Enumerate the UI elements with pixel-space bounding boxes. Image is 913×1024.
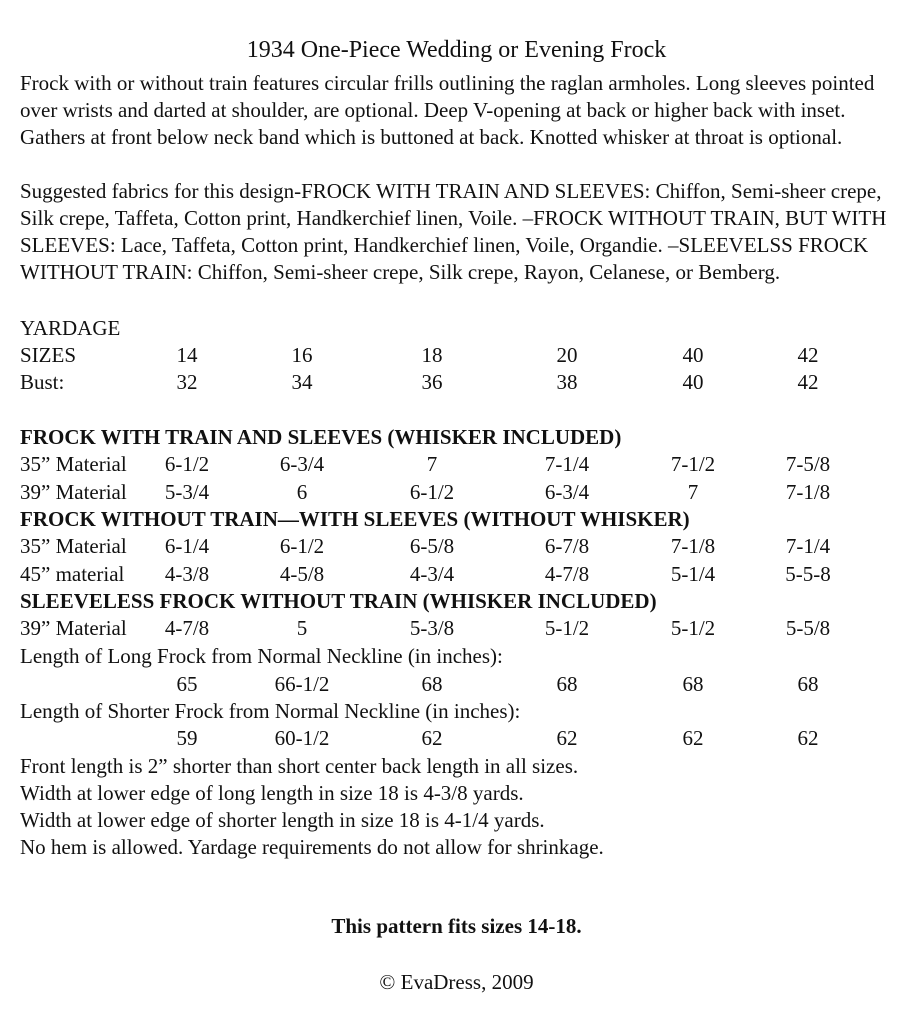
yardage-value: 7-1/2 [670,452,716,476]
page-title: 1934 One-Piece Wedding or Evening Frock [246,37,667,63]
yardage-value: 6-1/2 [409,480,455,504]
yardage-value: 6-1/2 [164,452,210,476]
material-label: 35” Material [20,534,127,558]
material-row [0,479,913,505]
long-length-label: Length of Long Frock from Normal Neckline (in inches): [20,644,503,668]
section-heading-sleeveless: SLEEVELESS FROCK WITHOUT TRAIN (WHISKER INCLUDED) [20,589,657,613]
sizes-label: SIZES [20,343,77,367]
yardage-value: 4-5/8 [279,562,325,586]
bust-value: 40 [682,370,704,394]
yardage-value: 7 [426,452,438,476]
long-length-row [0,671,913,697]
note-line: Width at lower edge of long length in size 18 is 4-3/8 yards. [20,781,524,805]
note-line: Width at lower edge of shorter length in size 18 is 4-1/4 yards. [20,808,545,832]
yardage-value: 4-7/8 [544,562,590,586]
material-row [0,451,913,477]
yardage-value: 6-3/4 [544,480,590,504]
bust-value: 42 [797,370,819,394]
length-value: 59 [176,726,198,750]
copyright: © EvaDress, 2009 [379,970,534,994]
bust-value: 38 [556,370,578,394]
yardage-value: 5 [296,616,308,640]
size-value: 18 [421,343,443,367]
yardage-value: 5-3/8 [409,616,455,640]
size-value: 16 [291,343,313,367]
yardage-value: 7-1/8 [670,534,716,558]
yardage-value: 4-3/4 [409,562,455,586]
note-line: No hem is allowed. Yardage requirements do not allow for shrinkage. [20,835,604,859]
description-paragraph: Frock with or without train features circular frills outlining the raglan armholes. Long sleeves pointed over wrists and darted at shoulder, are optional. Deep V-opening at back or higher back with inset. Gathers at front below neck band which is buttoned at back. Knotted whisker at throat is optional. [20,71,875,149]
length-value: 68 [797,672,819,696]
yardage-value: 7-5/8 [785,452,831,476]
size-value: 14 [176,343,198,367]
short-length-label: Length of Shorter Frock from Normal Neckline (in inches): [20,699,521,723]
yardage-value: 5-1/4 [670,562,716,586]
material-label: 45” material [20,562,125,586]
short-length-row [0,725,913,751]
length-value: 68 [682,672,704,696]
yardage-label: YARDAGE [20,316,121,340]
size-value: 20 [556,343,578,367]
material-label: 39” Material [20,480,127,504]
yardage-value: 5-1/2 [670,616,716,640]
yardage-value: 5-5/8 [785,616,831,640]
yardage-value: 6-7/8 [544,534,590,558]
material-row [0,561,913,587]
length-value: 65 [176,672,198,696]
yardage-value: 5-3/4 [164,480,210,504]
length-value: 68 [421,672,443,696]
size-value: 40 [682,343,704,367]
yardage-value: 6-5/8 [409,534,455,558]
yardage-value: 4-7/8 [164,616,210,640]
length-value: 62 [682,726,704,750]
material-row [0,615,913,641]
yardage-value: 5-5-8 [785,562,831,586]
yardage-value: 6 [296,480,308,504]
length-value: 68 [556,672,578,696]
yardage-value: 5-1/2 [544,616,590,640]
yardage-value: 6-1/2 [279,534,325,558]
material-label: 39” Material [20,616,127,640]
bust-value: 32 [176,370,198,394]
section-heading-no-train-sleeves: FROCK WITHOUT TRAIN—WITH SLEEVES (WITHOUT WHISKER) [20,507,690,531]
material-label: 35” Material [20,452,127,476]
yardage-value: 7-1/4 [785,534,831,558]
bust-label: Bust: [20,370,65,394]
material-row [0,533,913,559]
yardage-value: 6-3/4 [279,452,325,476]
size-value: 42 [797,343,819,367]
sizes-row [0,342,913,368]
yardage-value: 7-1/8 [785,480,831,504]
length-value: 60-1/2 [274,726,330,750]
fit-note: This pattern fits sizes 14-18. [331,914,582,938]
note-line: Front length is 2” shorter than short center back length in all sizes. [20,754,579,778]
bust-value: 34 [291,370,313,394]
length-value: 62 [556,726,578,750]
length-value: 62 [421,726,443,750]
yardage-value: 6-1/4 [164,534,210,558]
yardage-value: 7-1/4 [544,452,590,476]
length-value: 62 [797,726,819,750]
bust-row [0,369,913,395]
bust-value: 36 [421,370,443,394]
yardage-value: 4-3/8 [164,562,210,586]
section-heading-train-sleeves: FROCK WITH TRAIN AND SLEEVES (WHISKER INCLUDED) [20,425,622,449]
length-value: 66-1/2 [274,672,330,696]
fabrics-paragraph: Suggested fabrics for this design-FROCK WITH TRAIN AND SLEEVES: Chiffon, Semi-sheer crepe, Silk crepe, Taffeta, Cotton print, Handkerchief linen, Voile. –FROCK WITHOUT TRAIN, BUT WITH SLEEVES: Lace, Taffeta, Cotton print, Handkerchief linen, Voile, Organdie. –SLEEVELSS FROCK WITHOUT TRAIN: Chiffon, Semi-sheer crepe, Silk crepe, Rayon, Celanese, or Bemberg. [20,179,887,284]
yardage-value: 7 [687,480,699,504]
